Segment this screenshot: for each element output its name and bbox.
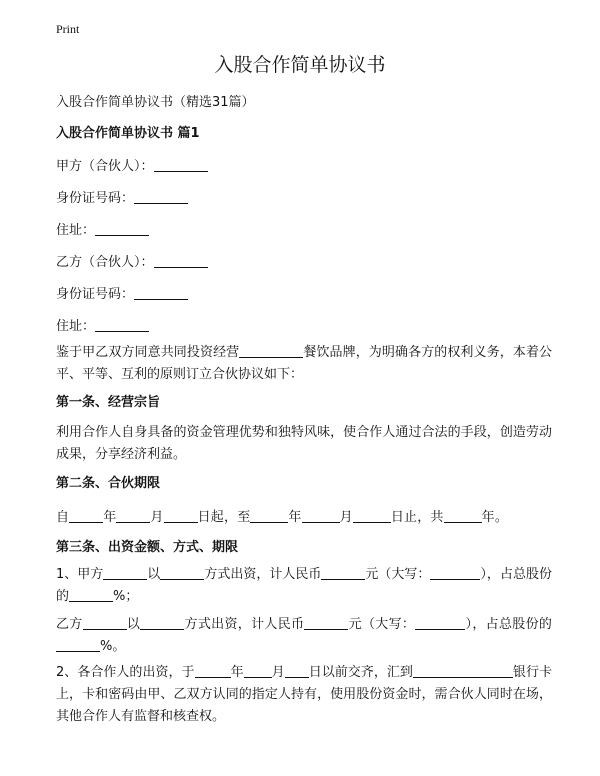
- article-1-body: 利用合作人自身具备的资金管理优势和独特风味，使合作人通过合法的手段，创造劳动成果，分享经济利益。: [56, 425, 552, 462]
- clause-text: 元（大写：: [365, 567, 431, 582]
- clause-text: 2、各合作人的出资，于: [56, 665, 195, 680]
- clause-text: 年: [230, 665, 244, 680]
- party-b-address-label: 住址：: [56, 319, 96, 334]
- document-title: 入股合作简单协议书: [214, 54, 386, 76]
- party-b-line: [56, 254, 208, 270]
- clause-text: 方式出资，计人民币: [184, 617, 305, 632]
- party-b-share-blank: [56, 638, 100, 652]
- term-text: 年。: [481, 510, 509, 525]
- article-2-term-line: [56, 509, 508, 525]
- start-month-blank: [116, 509, 150, 523]
- clause-text: ），占总股份的: [56, 567, 552, 604]
- clause-text: 日以前交齐，汇到: [308, 665, 413, 680]
- party-a-capital-blank: [430, 566, 480, 580]
- term-text: 月: [150, 510, 164, 525]
- article-2-heading: 第二条、合伙期限: [56, 476, 161, 491]
- start-day-blank: [164, 509, 198, 523]
- article-3-clause-2: [56, 614, 552, 658]
- party-b-id-line: [56, 286, 188, 302]
- party-a-label: 甲方（合伙人）：: [56, 159, 154, 174]
- clause-text: %。: [100, 639, 126, 654]
- section-heading: 入股合作简单协议书 篇1: [56, 126, 200, 141]
- preamble-paragraph: [56, 342, 552, 386]
- clause-text: %；: [113, 589, 139, 604]
- end-month-blank: [302, 509, 340, 523]
- party-b-label: 乙方（合伙人）：: [56, 255, 154, 270]
- party-a-address-label: 住址：: [56, 223, 96, 238]
- clause-text: 以: [126, 617, 141, 632]
- party-a-line: [56, 158, 208, 174]
- party-b-address-line: [56, 318, 149, 334]
- preamble-part-1: 鉴于甲乙双方同意共同投资经营: [56, 345, 240, 360]
- party-a-id-line: [56, 190, 188, 206]
- party-a-name-blank: [154, 158, 208, 172]
- term-text: 日起，至: [197, 510, 251, 525]
- article-3-clause-3: [56, 662, 552, 728]
- party-b-capital-blank: [415, 616, 465, 630]
- term-text: 年: [103, 510, 117, 525]
- article-1-heading: 第一条、经营宗旨: [56, 395, 161, 410]
- print-label[interactable]: Print: [56, 22, 80, 36]
- deadline-day-blank: [285, 664, 309, 678]
- party-a-rmb-blank: [321, 566, 365, 580]
- preamble-part-2: 餐饮品牌，为明确各方的权利义务，本着公平、平等、互利的原则订立合伙协议如下：: [56, 345, 552, 382]
- clause-text: 乙方: [56, 617, 83, 632]
- term-text: 自: [56, 510, 70, 525]
- party-b-id-blank: [134, 286, 188, 300]
- clause-text: 银行卡上，卡和密码由甲、乙双方认同的指定人持有，使用股份资金时，需合伙人同时在场，其他合作人有监督和核查权。: [56, 665, 552, 724]
- party-b-rmb-blank: [304, 616, 348, 630]
- clause-text: 1、甲方: [56, 567, 104, 582]
- party-a-address-line: [56, 222, 149, 238]
- party-b-id-label: 身份证号码：: [56, 287, 135, 302]
- clause-text: ），占总股份的: [465, 617, 552, 632]
- party-a-id-blank: [134, 190, 188, 204]
- deadline-month-blank: [244, 664, 272, 678]
- business-name-blank: [239, 344, 303, 358]
- party-b-method-blank: [140, 616, 184, 630]
- document-subtitle: 入股合作简单协议书（精选31篇）: [56, 95, 255, 110]
- deadline-year-blank: [195, 664, 231, 678]
- clause-text: 方式出资，计人民币: [204, 567, 322, 582]
- article-3-heading: 第三条、出资金额、方式、期限: [56, 540, 239, 555]
- party-a-address-blank: [95, 222, 149, 236]
- term-text: 日止，共: [390, 510, 444, 525]
- clause-text: 元（大写：: [348, 617, 416, 632]
- party-b-name-blank: [154, 254, 208, 268]
- total-years-blank: [444, 509, 482, 523]
- party-b-amount-blank: [83, 616, 127, 630]
- party-a-method-blank: [160, 566, 204, 580]
- start-year-blank: [69, 509, 103, 523]
- term-text: 年: [288, 510, 302, 525]
- party-a-share-blank: [69, 588, 113, 602]
- clause-text: 以: [147, 567, 161, 582]
- clause-text: 月: [271, 665, 285, 680]
- bank-name-blank: [413, 664, 513, 678]
- party-a-amount-blank: [103, 566, 147, 580]
- end-day-blank: [353, 509, 391, 523]
- article-3-clause-1: [56, 564, 552, 608]
- party-a-id-label: 身份证号码：: [56, 191, 135, 206]
- party-b-address-blank: [95, 318, 149, 332]
- term-text: 月: [339, 510, 353, 525]
- end-year-blank: [250, 509, 288, 523]
